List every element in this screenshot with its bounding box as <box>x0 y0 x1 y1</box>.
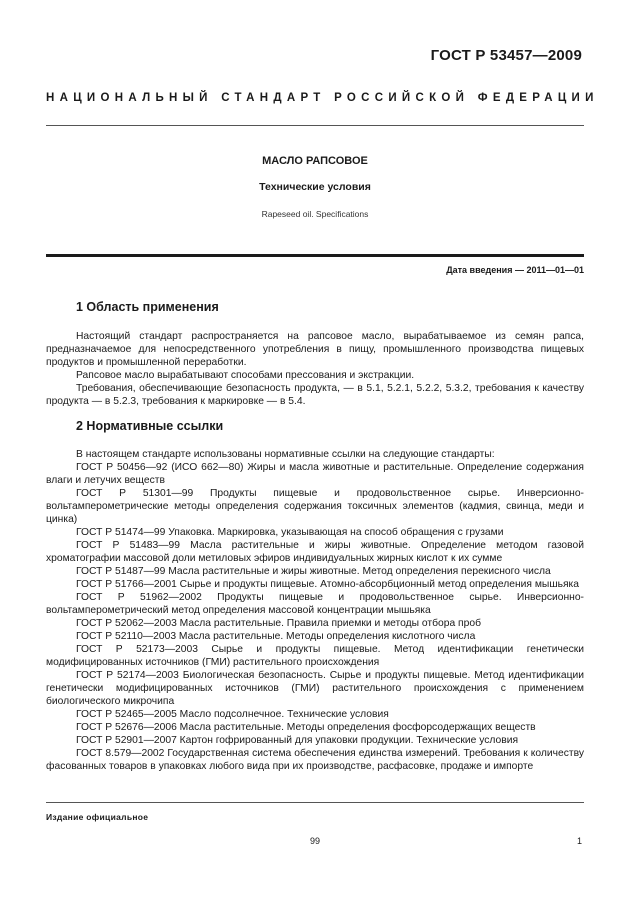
document-subtitle: Технические условия <box>259 181 371 193</box>
reference-item: ГОСТ Р 52174—2003 Биологическая безопасность. Сырье и продукты пищевые. Метод идентификации генетически модифицированных источников (ГМИ) растительного происхождения с применением биологического микрочипа <box>46 670 584 707</box>
sheet-number: 1 <box>576 836 582 846</box>
reference-item: ГОСТ Р 52676—2006 Масла растительные. Методы определения фосфорсодержащих веществ <box>76 722 536 733</box>
reference-item: ГОСТ Р 52465—2005 Масло подсолнечное. Технические условия <box>76 709 389 720</box>
official-edition-label: Издание официальное <box>46 812 149 822</box>
reference-item: ГОСТ Р 52110—2003 Масла растительные. Методы определения кислотного числа <box>76 631 476 642</box>
section-1-heading: 1 Область применения <box>76 300 219 314</box>
reference-item: ГОСТ Р 52901—2007 Картон гофрированный для упаковки продукции. Технические условия <box>76 735 519 746</box>
section-2-body <box>46 448 584 773</box>
standard-code: ГОСТ Р 53457—2009 <box>430 47 582 64</box>
introduction-date: Дата введения — 2011—01—01 <box>446 265 584 275</box>
english-title: Rapeseed oil. Specifications <box>261 209 369 219</box>
reference-item: ГОСТ Р 51474—99 Упаковка. Маркировка, указывающая на способ обращения с грузами <box>76 527 504 538</box>
reference-item: ГОСТ 8.579—2002 Государственная система обеспечения единства измерений. Требования к количеству фасованных товаров в упаковках любого вида при их производстве, расфасовке, продаже и импорте <box>46 748 584 772</box>
reference-item: ГОСТ Р 50456—92 (ИСО 662—80) Жиры и масла животные и растительные. Определение содержания влаги и летучих веществ <box>46 462 584 486</box>
reference-item: ГОСТ Р 51962—2002 Продукты пищевые и продовольственное сырье. Инверсионно-вольтамперометрический метод определения массовой концентрации мышьяка <box>46 592 584 616</box>
national-standard-banner: НАЦИОНАЛЬНЫЙ СТАНДАРТ РОССИЙСКОЙ ФЕДЕРАЦИИ <box>46 92 599 104</box>
paragraph: Настоящий стандарт распространяется на рапсовое масло, вырабатываемое из семян рапса, предназначаемое для непосредственного употребления в пищу, промышленного производства пищевых продуктов и промышленной переработки. <box>46 331 584 368</box>
reference-item: ГОСТ Р 51301—99 Продукты пищевые и продовольственное сырье. Инверсионно-вольтамперометрические методы определения содержания токсичных элементов (кадмия, свинца, меди и цинка) <box>46 488 584 525</box>
reference-item: ГОСТ Р 52173—2003 Сырье и продукты пищевые. Метод идентификации генетически модифицированных источников (ГМИ) растительного происхождения <box>46 644 584 668</box>
section-1-body <box>46 330 584 408</box>
section-2-heading: 2 Нормативные ссылки <box>76 419 224 433</box>
reference-item: ГОСТ Р 52062—2003 Масла растительные. Правила приемки и методы отбора проб <box>76 618 481 629</box>
reference-item: В настоящем стандарте использованы нормативные ссылки на следующие стандарты: <box>76 449 495 460</box>
page-number: 99 <box>309 836 320 846</box>
document-title: МАСЛО РАПСОВОЕ <box>262 155 368 167</box>
header-divider <box>46 125 584 126</box>
paragraph: Рапсовое масло вырабатывают способами прессования и экстракции. <box>76 370 415 381</box>
paragraph: Требования, обеспечивающие безопасность продукта, — в 5.1, 5.2.1, 5.2.2, 5.3.2, требования к качеству продукта — в 5.2.3, требования к маркировке — в 5.4. <box>46 383 584 407</box>
reference-item: ГОСТ Р 51766—2001 Сырье и продукты пищевые. Атомно-абсорбционный метод определения мышьяка <box>76 579 579 590</box>
title-divider <box>46 254 584 257</box>
reference-item: ГОСТ Р 51483—99 Масла растительные и жиры животные. Определение методом газовой хроматографии массовой доли метиловых эфиров индивидуальных жирных кислот к их сумме <box>46 540 584 564</box>
reference-item: ГОСТ Р 51487—99 Масла растительные и жиры животные. Метод определения перекисного числа <box>76 566 551 577</box>
footer-divider <box>46 802 584 803</box>
